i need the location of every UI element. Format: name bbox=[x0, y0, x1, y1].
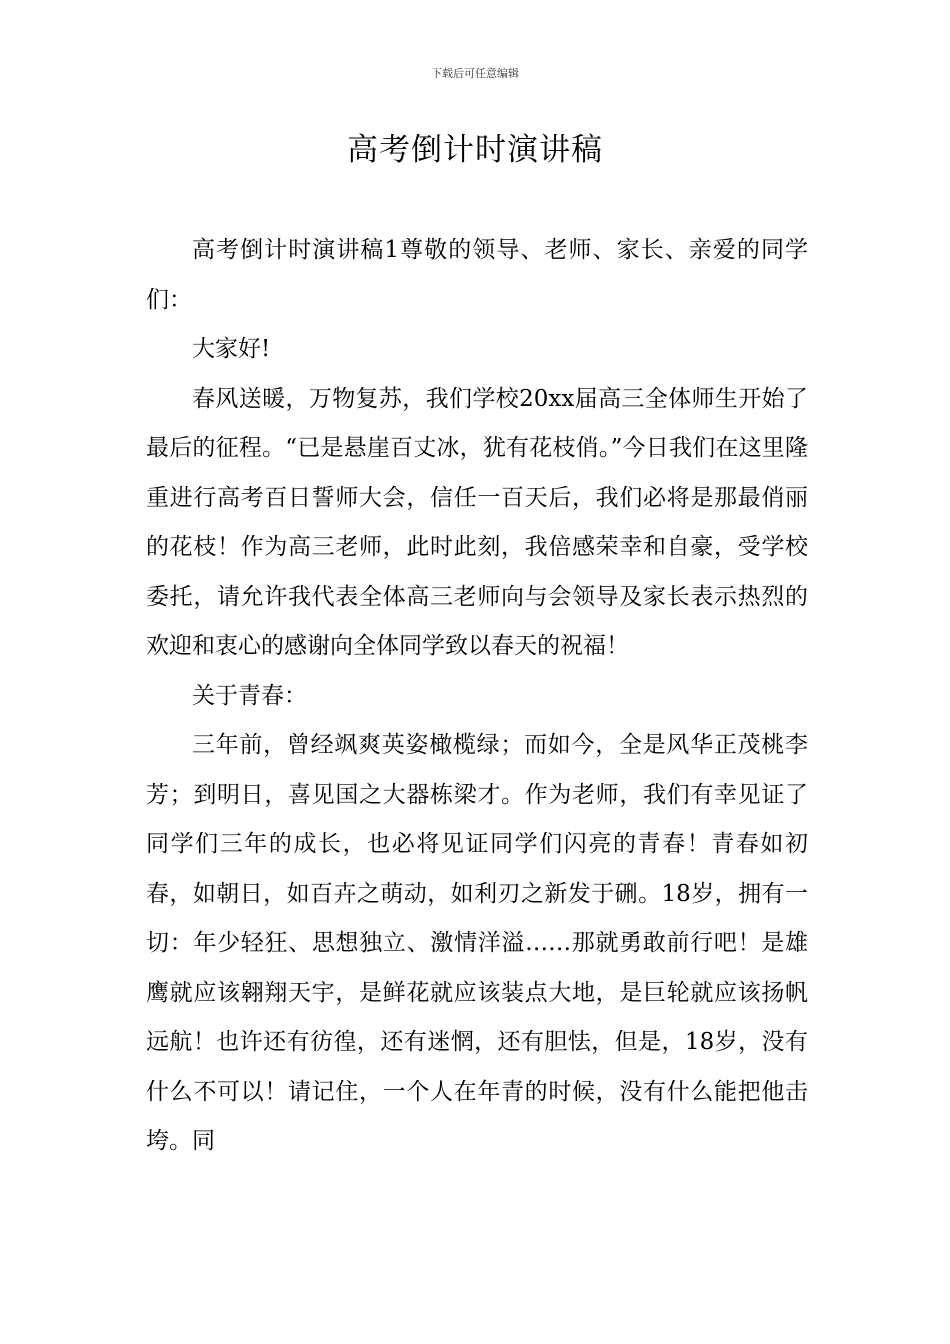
paragraph-greeting: 高考倒计时演讲稿1尊敬的领导、老师、家长、亲爱的同学们： bbox=[146, 237, 808, 313]
document-title: 高考倒计时演讲稿 bbox=[347, 132, 603, 168]
paragraph-youth: 三年前，曾经飒爽英姿橄榄绿；而如今，全是风华正茂桃李芳；到明日，喜见国之大器栋梁才。作为老师，我们有幸见证了同学们三年的成长，也必将见证同学们闪亮的青春！青春如初春，如朝日，如百卉之萌动，如利刃之新发于硎。18岁，拥有一切：年少轻狂、思想独立、激情洋溢……那就勇敢前行吧！是雄鹰就应该翱翔天宇，是鲜花就应该装点大地，是巨轮就应该扬帆远航！也许还有彷徨，还有迷惘，还有胆怯，但是，18岁，没有什么不可以！请记住，一个人在年青的时候，没有什么能把他击垮。同 bbox=[146, 732, 808, 1154]
paragraph-section-heading: 关于青春： bbox=[192, 682, 307, 709]
paragraph-hello: 大家好! bbox=[192, 336, 271, 362]
download-note: 下载后可任意编辑 bbox=[431, 67, 519, 80]
document-body bbox=[146, 226, 808, 1167]
paragraph-opening: 春风送暖，万物复苏，我们学校20xx届高三全体师生开始了最后的征程。“已是悬崖百丈冰，犹有花枝俏。”今日我们在这里隆重进行高考百日誓师大会，信任一百天后，我们必将是那最俏丽的花枝！作为高三老师，此时此刻，我倍感荣幸和自豪，受学校委托，请允许我代表全体高三老师向与会领导及家长表示热烈的欢迎和衷心的感谢向全体同学致以春天的祝福！ bbox=[146, 385, 808, 659]
